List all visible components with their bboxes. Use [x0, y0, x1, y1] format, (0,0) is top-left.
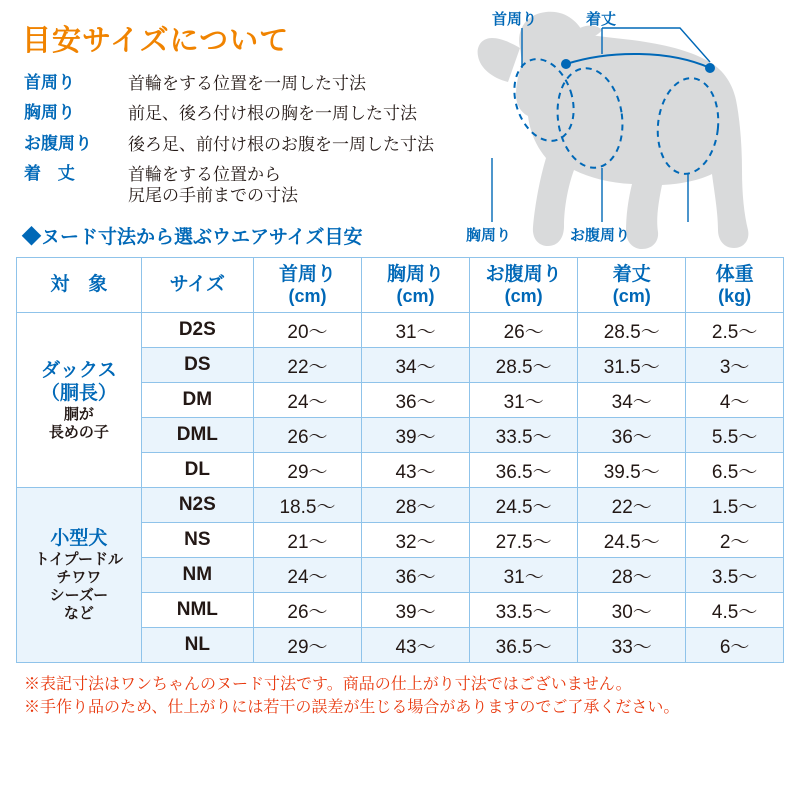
belly-value: 31～ — [470, 383, 578, 418]
neck-value: 24～ — [253, 558, 361, 593]
length-value: 22～ — [578, 488, 686, 523]
size-cell: NL — [141, 628, 253, 663]
column-header-target — [17, 258, 142, 313]
column-header-main: サイズ — [169, 274, 226, 296]
chest-value: 36～ — [362, 383, 470, 418]
table-header-row — [17, 258, 784, 313]
notes-list — [24, 673, 784, 719]
length-value: 28.5～ — [578, 313, 686, 348]
chest-value: 28～ — [362, 488, 470, 523]
length-value: 34～ — [578, 383, 686, 418]
section-heading: ◆ヌード寸法から選ぶウエアサイズ目安 — [22, 227, 363, 249]
size-cell: DML — [141, 418, 253, 453]
target-group-cell — [17, 313, 142, 488]
definition-description-line: 後ろ足、前付け根のお腹を一周した寸法 — [128, 134, 434, 154]
length-value: 28～ — [578, 558, 686, 593]
weight-value: 5.5～ — [686, 418, 784, 453]
size-cell: NS — [141, 523, 253, 558]
neck-value: 24～ — [253, 383, 361, 418]
note-line: ※手作り品のため、仕上がりには若干の誤差が生じる場合がありますのでご了承ください。 — [24, 699, 680, 717]
target-group-note-line: シーズー — [49, 587, 109, 605]
neck-value: 29～ — [253, 453, 361, 488]
length-value: 24.5～ — [578, 523, 686, 558]
belly-value: 36.5～ — [470, 628, 578, 663]
weight-value: 2～ — [686, 523, 784, 558]
table-header — [17, 258, 784, 313]
size-table — [16, 257, 784, 663]
neck-value: 29～ — [253, 628, 361, 663]
column-header-size — [141, 258, 253, 313]
length-value: 33～ — [578, 628, 686, 663]
column-header-main: 着丈 — [612, 263, 651, 285]
target-group-main: ダックス — [40, 359, 117, 381]
column-header-belly — [470, 258, 578, 313]
length-value: 36～ — [578, 418, 686, 453]
neck-value: 26～ — [253, 593, 361, 628]
size-cell: D2S — [141, 313, 253, 348]
target-group-note-line: など — [63, 605, 94, 623]
belly-value: 28.5～ — [470, 348, 578, 383]
neck-value: 22～ — [253, 348, 361, 383]
weight-value: 6.5～ — [686, 453, 784, 488]
weight-value: 3～ — [686, 348, 784, 383]
note-line: ※表記寸法はワンちゃんのヌード寸法です。商品の仕上がり寸法ではございません。 — [24, 676, 632, 694]
weight-value: 2.5～ — [686, 313, 784, 348]
chest-value: 34～ — [362, 348, 470, 383]
definition-description-line: 尻尾の手前までの寸法 — [128, 186, 298, 205]
dog-diagram-svg — [370, 8, 790, 258]
weight-value: 4～ — [686, 383, 784, 418]
column-header-weight — [686, 258, 784, 313]
callout-label-back-length: 着丈 — [586, 11, 617, 28]
definition-term: お腹周り — [24, 133, 92, 153]
dog-silhouette — [478, 12, 749, 249]
page-title: 目安サイズについて — [22, 25, 290, 57]
target-group-note-line: 長めの子 — [48, 423, 109, 441]
callout-label-chest: 胸周り — [466, 227, 512, 244]
target-group-note-line: チワワ — [56, 569, 102, 587]
target-group-cell — [17, 488, 142, 663]
dog-illustration — [370, 8, 790, 258]
callout-label-neck: 首周り — [492, 11, 538, 28]
definition-description-line: 首輪をする位置から — [128, 164, 281, 184]
length-value: 39.5～ — [578, 453, 686, 488]
column-header-unit: (cm) — [504, 285, 543, 306]
weight-value: 6～ — [686, 628, 784, 663]
belly-value: 24.5～ — [470, 488, 578, 523]
target-group-main: 小型犬 — [50, 528, 108, 550]
column-header-main: お腹周り — [485, 263, 562, 285]
neck-value: 21～ — [253, 523, 361, 558]
column-header-unit: (cm) — [612, 285, 651, 306]
size-cell: N2S — [141, 488, 253, 523]
neck-value: 18.5～ — [253, 488, 361, 523]
neck-value: 20～ — [253, 313, 361, 348]
definition-description-line: 首輪をする位置を一周した寸法 — [128, 74, 366, 93]
chest-value: 32～ — [362, 523, 470, 558]
belly-value: 26～ — [470, 313, 578, 348]
column-header-unit: (cm) — [288, 285, 327, 306]
column-header-unit: (cm) — [396, 285, 435, 306]
weight-value: 3.5～ — [686, 558, 784, 593]
belly-value: 36.5～ — [470, 453, 578, 488]
target-group-note-line: トイプードル — [34, 551, 124, 569]
definition-description-line: 前足、後ろ付け根の胸を一周した寸法 — [128, 104, 417, 124]
chest-value: 39～ — [362, 593, 470, 628]
weight-value: 1.5～ — [686, 488, 784, 523]
column-header-main: 体重 — [715, 263, 754, 285]
target-group-sub: （胴長） — [40, 382, 117, 404]
chest-value: 43～ — [362, 628, 470, 663]
column-header-neck — [253, 258, 361, 313]
size-cell: NM — [141, 558, 253, 593]
definition-description — [128, 164, 298, 207]
chest-value: 43～ — [362, 453, 470, 488]
neck-value: 26～ — [253, 418, 361, 453]
column-header-main: 首周り — [278, 263, 336, 285]
definition-term: 着 丈 — [24, 163, 81, 183]
belly-value: 33.5～ — [470, 418, 578, 453]
column-header-main: 胸周り — [387, 263, 445, 285]
definition-term: 首周り — [24, 73, 75, 92]
definition-term: 胸周り — [24, 103, 75, 123]
table-row — [17, 488, 784, 523]
column-header-main: 対 象 — [50, 274, 108, 296]
weight-value: 4.5～ — [686, 593, 784, 628]
callout-label-belly: お腹周り — [570, 227, 631, 244]
size-cell: NML — [141, 593, 253, 628]
belly-value: 33.5～ — [470, 593, 578, 628]
size-cell: DL — [141, 453, 253, 488]
table-body — [17, 313, 784, 663]
chest-value: 31～ — [362, 313, 470, 348]
belly-value: 27.5～ — [470, 523, 578, 558]
definition-description — [128, 73, 366, 94]
table-row — [17, 313, 784, 348]
size-cell: DM — [141, 383, 253, 418]
target-group-note-line: 胴が — [63, 405, 94, 423]
chest-value: 36～ — [362, 558, 470, 593]
column-header-unit: (kg) — [718, 285, 752, 306]
size-cell: DS — [141, 348, 253, 383]
length-value: 31.5～ — [578, 348, 686, 383]
column-header-length — [578, 258, 686, 313]
belly-value: 31～ — [470, 558, 578, 593]
length-value: 30～ — [578, 593, 686, 628]
chest-value: 39～ — [362, 418, 470, 453]
column-header-chest — [362, 258, 470, 313]
